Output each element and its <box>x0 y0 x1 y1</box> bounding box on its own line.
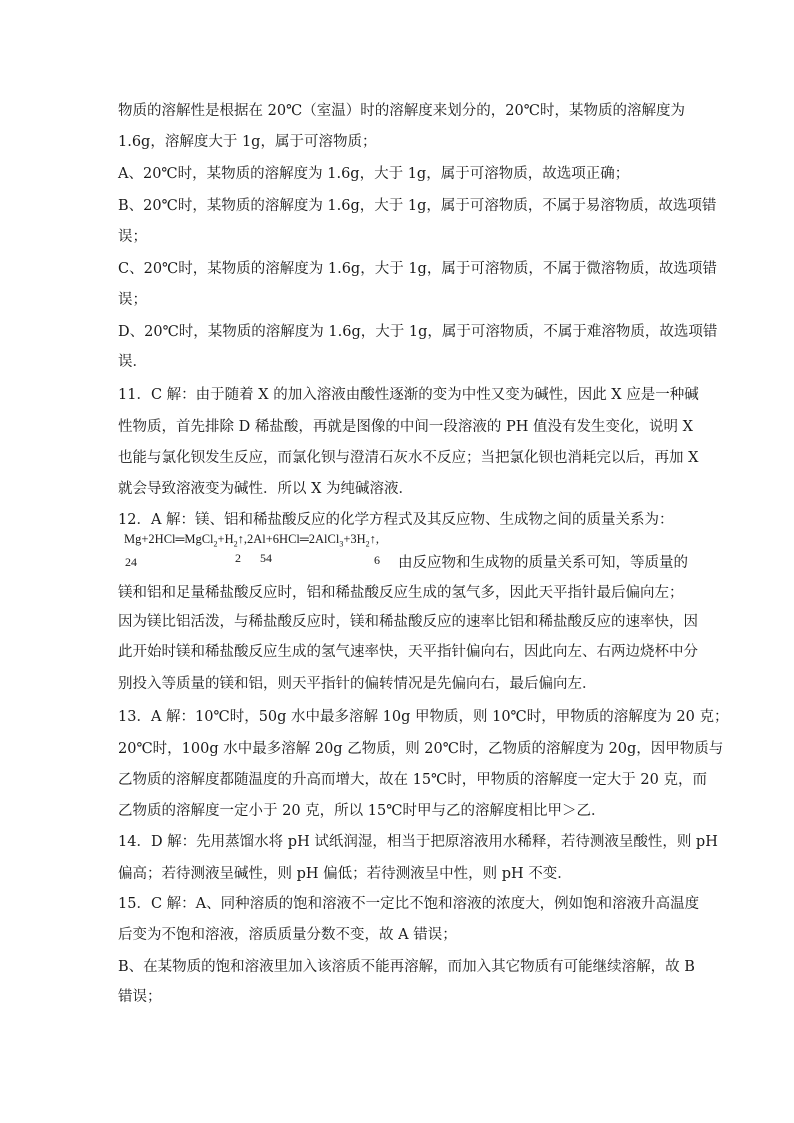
mass-al: 54 <box>260 551 272 565</box>
text-line: 12．A 解：镁、铝和稀盐酸反应的化学方程式及其反应物、生成物之间的质量关系为： <box>118 512 674 528</box>
text-line: 误． <box>118 354 147 370</box>
text-line: 性物质，首先排除 D 稀盐酸，再就是图像的中间一段溶液的 PH 值没有发生变化，说明 X <box>118 419 693 435</box>
text-line: 别投入等质量的镁和铝，则天平指针的偏转情况是先偏向右，最后偏向左． <box>118 676 597 692</box>
chemical-equation <box>124 532 414 572</box>
text-line: 此开始时镁和稀盐酸反应生成的氢气速率快，天平指针偏向右，因此向左、右两边烧杯中分 <box>118 644 698 660</box>
text-line: 误； <box>118 292 147 308</box>
mass-h2-b: 6 <box>374 553 380 567</box>
text-line: A、20℃时，某物质的溶解度为 1.6g，大于 1g，属于可溶物质，故选项正确； <box>118 166 630 182</box>
text-line: 1.6g，溶解度大于 1g，属于可溶物质； <box>118 134 377 150</box>
text-line: 由反应物和生成物的质量关系可知，等质量的 <box>398 555 688 571</box>
mass-mg: 24 <box>125 555 137 569</box>
text-line: 错误； <box>118 989 162 1005</box>
text-line: 13．A 解：10℃时，50g 水中最多溶解 10g 甲物质，则 10℃时，甲物质的溶解度为 20 克； <box>118 709 729 725</box>
text-line: 物质的溶解性是根据在 20℃（室温）时的溶解度来划分的，20℃时，某物质的溶解度为 <box>118 103 685 119</box>
text-line: 14．D 解：先用蒸馏水将 pH 试纸润湿，相当于把原溶液用水稀释，若待测液呈酸性，则 pH <box>118 834 718 850</box>
text-line: D、20℃时，某物质的溶解度为 1.6g，大于 1g，属于可溶物质，不属于难溶物质，故选项错 <box>118 324 718 340</box>
text-line: B、在某物质的饱和溶液里加入该溶质不能再溶解，而加入其它物质有可能继续溶解，故 B <box>118 959 695 975</box>
text-line: 20℃时，100g 水中最多溶解 20g 乙物质，则 20℃时，乙物质的溶解度为 20g，因甲物质与 <box>118 741 724 757</box>
text-line: 就会导致溶液变为碱性．所以 X 为纯碱溶液． <box>118 481 414 497</box>
mass-h2-a: 2 <box>235 551 241 565</box>
equation-formula: $Mg+2HCl═MgCl_2+H_2↑,2Al+6HCl═2AlCl_3+3H_2↑$, <box>124 532 380 549</box>
text-line: C、20℃时，某物质的溶解度为 1.6g，大于 1g，属于可溶物质，不属于微溶物质，故选项错 <box>118 261 717 277</box>
text-line: 也能与氯化钡发生反应，而氯化钡与澄清石灰水不反应；当把氯化钡也消耗完以后，再加 X <box>118 450 699 466</box>
text-line: 乙物质的溶解度一定小于 20 克，所以 15℃时甲与乙的溶解度相比甲＞乙． <box>118 803 606 819</box>
text-line: 乙物质的溶解度都随温度的升高而增大，故在 15℃时，甲物质的溶解度一定大于 20 克，而 <box>118 772 707 788</box>
text-line: 后变为不饱和溶液，溶质质量分数不变，故 A 错误； <box>118 927 457 943</box>
text-line: 15．C 解：A、同种溶质的饱和溶液不一定比不饱和溶液的浓度大，例如饱和溶液升高温度 <box>118 896 700 912</box>
text-line: 镁和铝和足量稀盐酸反应时，铝和稀盐酸反应生成的氢气多，因此天平指针最后偏向左； <box>118 585 684 601</box>
text-line: 11．C 解：由于随着 X 的加入溶液由酸性逐渐的变为中性又变为碱性，因此 X 应是一种碱 <box>118 387 699 403</box>
text-line: B、20℃时，某物质的溶解度为 1.6g，大于 1g，属于可溶物质，不属于易溶物质，故选项错 <box>118 198 717 214</box>
text-line: 偏高；若待测液呈碱性，则 pH 偏低；若待测液呈中性，则 pH 不变． <box>118 866 572 882</box>
text-line: 误； <box>118 229 147 245</box>
text-line: 因为镁比铝活泼，与稀盐酸反应时，镁和稀盐酸反应的速率比铝和稀盐酸反应的速率快，因 <box>118 614 698 630</box>
